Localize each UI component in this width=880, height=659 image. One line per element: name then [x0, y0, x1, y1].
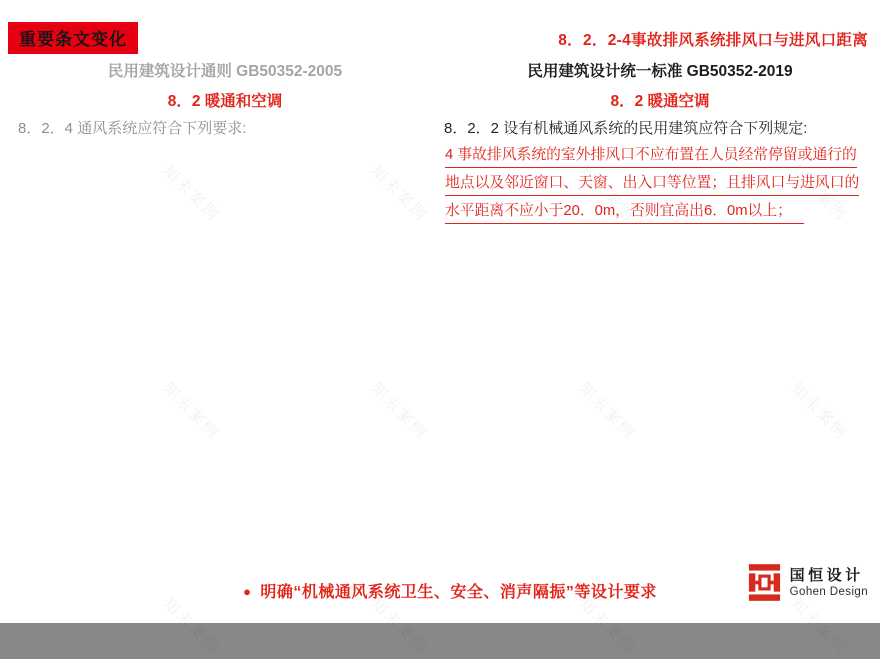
title-badge: 重要条文变化: [8, 22, 138, 54]
company-logo: [748, 564, 868, 601]
section-reference: 8．2．2-4事故排风系统排风口与进风口距离: [558, 32, 868, 49]
watermark-text: 知末案例: [367, 379, 431, 443]
logo-cn-text: 国恒设计: [789, 566, 864, 584]
watermark-text: 知末案例: [787, 594, 851, 658]
watermark-text: 知末案例: [787, 379, 851, 443]
watermark-text: 知末案例: [159, 594, 223, 658]
watermark-text: 知末案例: [575, 594, 639, 658]
watermark-text: 知末案例: [159, 161, 223, 225]
old-standard-chapter: 8．2 暖通和空调: [167, 93, 283, 110]
highlight-line: 地点以及邻近窗口、天窗、出入口等位置；且排风口与进风口的: [445, 175, 859, 196]
watermark-text: 知末案例: [575, 379, 639, 443]
watermark-text: 知末案例: [159, 379, 223, 443]
highlight-line: 4 事故排风系统的室外排风口不应布置在人员经常停留或通行的: [445, 147, 857, 168]
bullet-icon: ●: [243, 584, 252, 599]
watermark-text: 知末案例: [787, 161, 851, 225]
watermark-text: 知末案例: [367, 161, 431, 225]
watermark-text: 知末案例: [575, 161, 639, 225]
old-standard-title: 民用建筑设计通则 GB50352-2005: [107, 63, 343, 80]
logo-text: [790, 567, 868, 599]
watermark-text: 知末案例: [367, 594, 431, 658]
highlight-line: 水平距离不应小于20．0m，否则宜高出6．0m以上；: [445, 203, 804, 224]
highlight-paragraph: [440, 147, 880, 224]
logo-mark-icon: [748, 564, 781, 601]
old-standard-clause: 8．2．4 通风系统应符合下列要求:: [18, 120, 247, 137]
new-standard-clause: 8．2．2 设有机械通风系统的民用建筑应符合下列规定:: [444, 120, 808, 137]
new-standard-title: 民用建筑设计统一标准 GB50352-2019: [527, 63, 793, 80]
old-standard-column: [0, 63, 450, 138]
new-standard-column: [440, 63, 880, 231]
new-standard-chapter: 8．2 暖通空调: [610, 93, 710, 110]
logo-en-text: Gohen Design: [789, 585, 868, 598]
summary-text: 明确“机械通风系统卫生、安全、消声隔振”等设计要求: [260, 584, 657, 601]
